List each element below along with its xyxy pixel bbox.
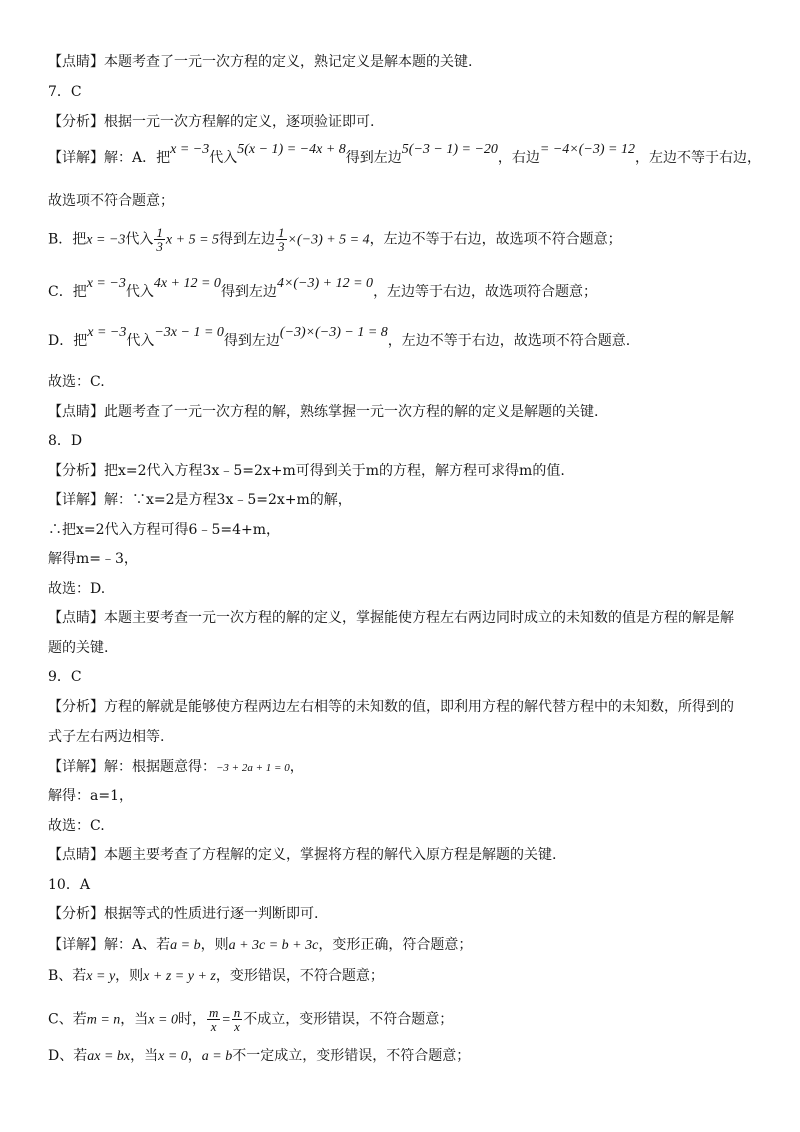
text-line xyxy=(48,1006,760,1033)
math-expression: (−3)×(−3) − 1 = 8 xyxy=(279,325,388,340)
text-line: 【点睛】本题考查了一元一次方程的定义，熟记定义是解本题的关键. xyxy=(48,54,473,70)
math-expression: a = b xyxy=(170,938,201,953)
text-line: 【分析】把x=2代入方程3x﹣5=2x+m可得到关于m的方程，解方程可求得m的值. xyxy=(48,463,565,479)
text-line: ∴把x=2代入方程可得6﹣5=4+m， xyxy=(48,522,280,538)
text: 代入 xyxy=(209,150,238,166)
text: ，则 xyxy=(115,968,144,984)
math-expression: m = n xyxy=(86,1012,121,1028)
text-line xyxy=(48,966,760,987)
fraction xyxy=(276,226,287,253)
text: 得到左边 xyxy=(219,231,276,248)
text-line: 解得：a=1， xyxy=(48,788,133,804)
math-expression: a = b xyxy=(201,1049,233,1064)
text-line xyxy=(48,1046,760,1067)
text-line: 故选：D. xyxy=(48,581,106,597)
text: 【详解】解：根据题意得： xyxy=(48,759,216,775)
math-expression: 5(−3 − 1) = −20 xyxy=(401,142,498,157)
text-line: 解得m=﹣3， xyxy=(48,551,138,567)
text: B．把 xyxy=(48,231,87,248)
text-line: 题的关键. xyxy=(48,640,109,656)
text-line: 【点睛】本题主要考查一元一次方程的解的定义，掌握能使方程左右两边同时成立的未知数的值是方程的解是解 xyxy=(48,610,734,626)
text: ，则 xyxy=(200,937,229,953)
text: 得到左边 xyxy=(223,333,280,349)
text: C．把 xyxy=(48,284,87,300)
math-expression: a + 3c = b + 3c xyxy=(228,938,319,953)
text-line: 【分析】根据一元一次方程解的定义，逐项验证即可. xyxy=(48,114,375,130)
text: 代入 xyxy=(125,231,154,248)
text: 【详解】解：A、若 xyxy=(48,937,171,953)
math-expression: ×(−3) + 5 = 4 xyxy=(287,232,370,248)
text: D．把 xyxy=(48,333,88,349)
fraction-numerator: n xyxy=(233,1005,241,1020)
text: ，变形正确，符合题意； xyxy=(318,937,473,953)
math-expression: ax = bx xyxy=(87,1049,131,1064)
fraction-denominator: 3 xyxy=(278,239,285,254)
text: ，右边 xyxy=(497,150,540,166)
text: ， xyxy=(289,759,304,775)
text-line: 【点睛】本题主要考查了方程解的定义，掌握将方程的解代入原方程是解题的关键. xyxy=(48,847,557,863)
text-line: 故选：C. xyxy=(48,818,105,834)
fraction xyxy=(232,1006,243,1033)
math-expression: x = 0 xyxy=(148,1012,178,1028)
text-line: 【点睛】此题考查了一元一次方程的解，熟练掌握一元一次方程的解的定义是解题的关键. xyxy=(48,404,599,420)
fraction xyxy=(207,1006,220,1033)
text-line xyxy=(48,935,760,956)
fraction-numerator: 1 xyxy=(278,225,285,240)
text-line xyxy=(48,226,760,253)
text: ，左边不等于右边， xyxy=(634,150,761,166)
text-line xyxy=(48,142,761,169)
question-10-answer: 10．A xyxy=(48,877,90,893)
text-line: 式子左右两边相等. xyxy=(48,729,165,745)
fraction-denominator: x xyxy=(210,1019,217,1034)
math-expression: 4×(−3) + 12 = 0 xyxy=(276,276,374,291)
text: 代入 xyxy=(126,333,155,349)
text: ，当 xyxy=(130,1048,159,1064)
text: 代入 xyxy=(125,284,154,300)
text: 得到左边 xyxy=(345,150,402,166)
math-expression: x = −3 xyxy=(86,232,126,248)
text-line: 【详解】解：∵x=2是方程3x﹣5=2x+m的解， xyxy=(48,492,352,508)
math-expression: x = −3 xyxy=(170,142,210,157)
fraction-numerator: 1 xyxy=(156,225,163,240)
math-expression: x = 0 xyxy=(158,1049,188,1064)
text: ，左边不等于右边，故选项不符合题意； xyxy=(369,231,622,248)
text: ，左边等于右边，故选项符合题意； xyxy=(373,284,598,300)
fraction-denominator: x xyxy=(234,1019,240,1034)
text: ，左边不等于右边，故选项不符合题意. xyxy=(387,333,631,349)
text: ， xyxy=(187,1048,202,1064)
text-line xyxy=(48,757,760,778)
math-expression: 4x + 12 = 0 xyxy=(153,276,221,291)
text: 不成立，变形错误，不符合题意； xyxy=(243,1011,454,1028)
math-expression: −3 + 2a + 1 = 0 xyxy=(216,762,290,774)
text-line: 【分析】根据等式的性质进行逐一判断即可. xyxy=(48,906,319,922)
text: C、若 xyxy=(48,1011,87,1028)
math-expression: x = −3 xyxy=(87,325,127,340)
text-line xyxy=(48,276,760,303)
text: 不一定成立，变形错误，不符合题意； xyxy=(232,1048,471,1064)
text-line: 故选：C. xyxy=(48,374,105,390)
fraction xyxy=(154,226,165,253)
math-expression: = xyxy=(221,1012,231,1028)
fraction-numerator: m xyxy=(208,1005,219,1020)
math-expression: −3x − 1 = 0 xyxy=(154,325,224,340)
math-expression: x = y xyxy=(86,969,116,984)
text: ，当 xyxy=(120,1011,149,1028)
question-7-answer: 7．C xyxy=(48,84,82,100)
text-line: 故选项不符合题意； xyxy=(48,193,174,209)
text-line: 【分析】方程的解就是能够使方程两边左右相等的未知数的值，即利用方程的解代替方程中的未知数，所得到的 xyxy=(48,699,734,715)
text: 得到左边 xyxy=(220,284,277,300)
text-line xyxy=(48,325,760,352)
math-expression: x = −3 xyxy=(86,276,126,291)
math-expression: = −4×(−3) = 12 xyxy=(539,142,635,157)
math-expression: x + z = y + z xyxy=(143,969,216,984)
math-expression: x + 5 = 5 xyxy=(165,232,220,248)
text: B、若 xyxy=(48,968,87,984)
question-9-answer: 9．C xyxy=(48,669,82,685)
math-expression: 5(x − 1) = −4x + 8 xyxy=(237,142,346,157)
text: ，变形错误，不符合题意； xyxy=(215,968,384,984)
text: 【详解】解：A．把 xyxy=(48,150,171,166)
fraction-denominator: 3 xyxy=(156,239,163,254)
question-8-answer: 8．D xyxy=(48,433,83,449)
text: D、若 xyxy=(48,1048,88,1064)
text: 时， xyxy=(177,1011,206,1028)
